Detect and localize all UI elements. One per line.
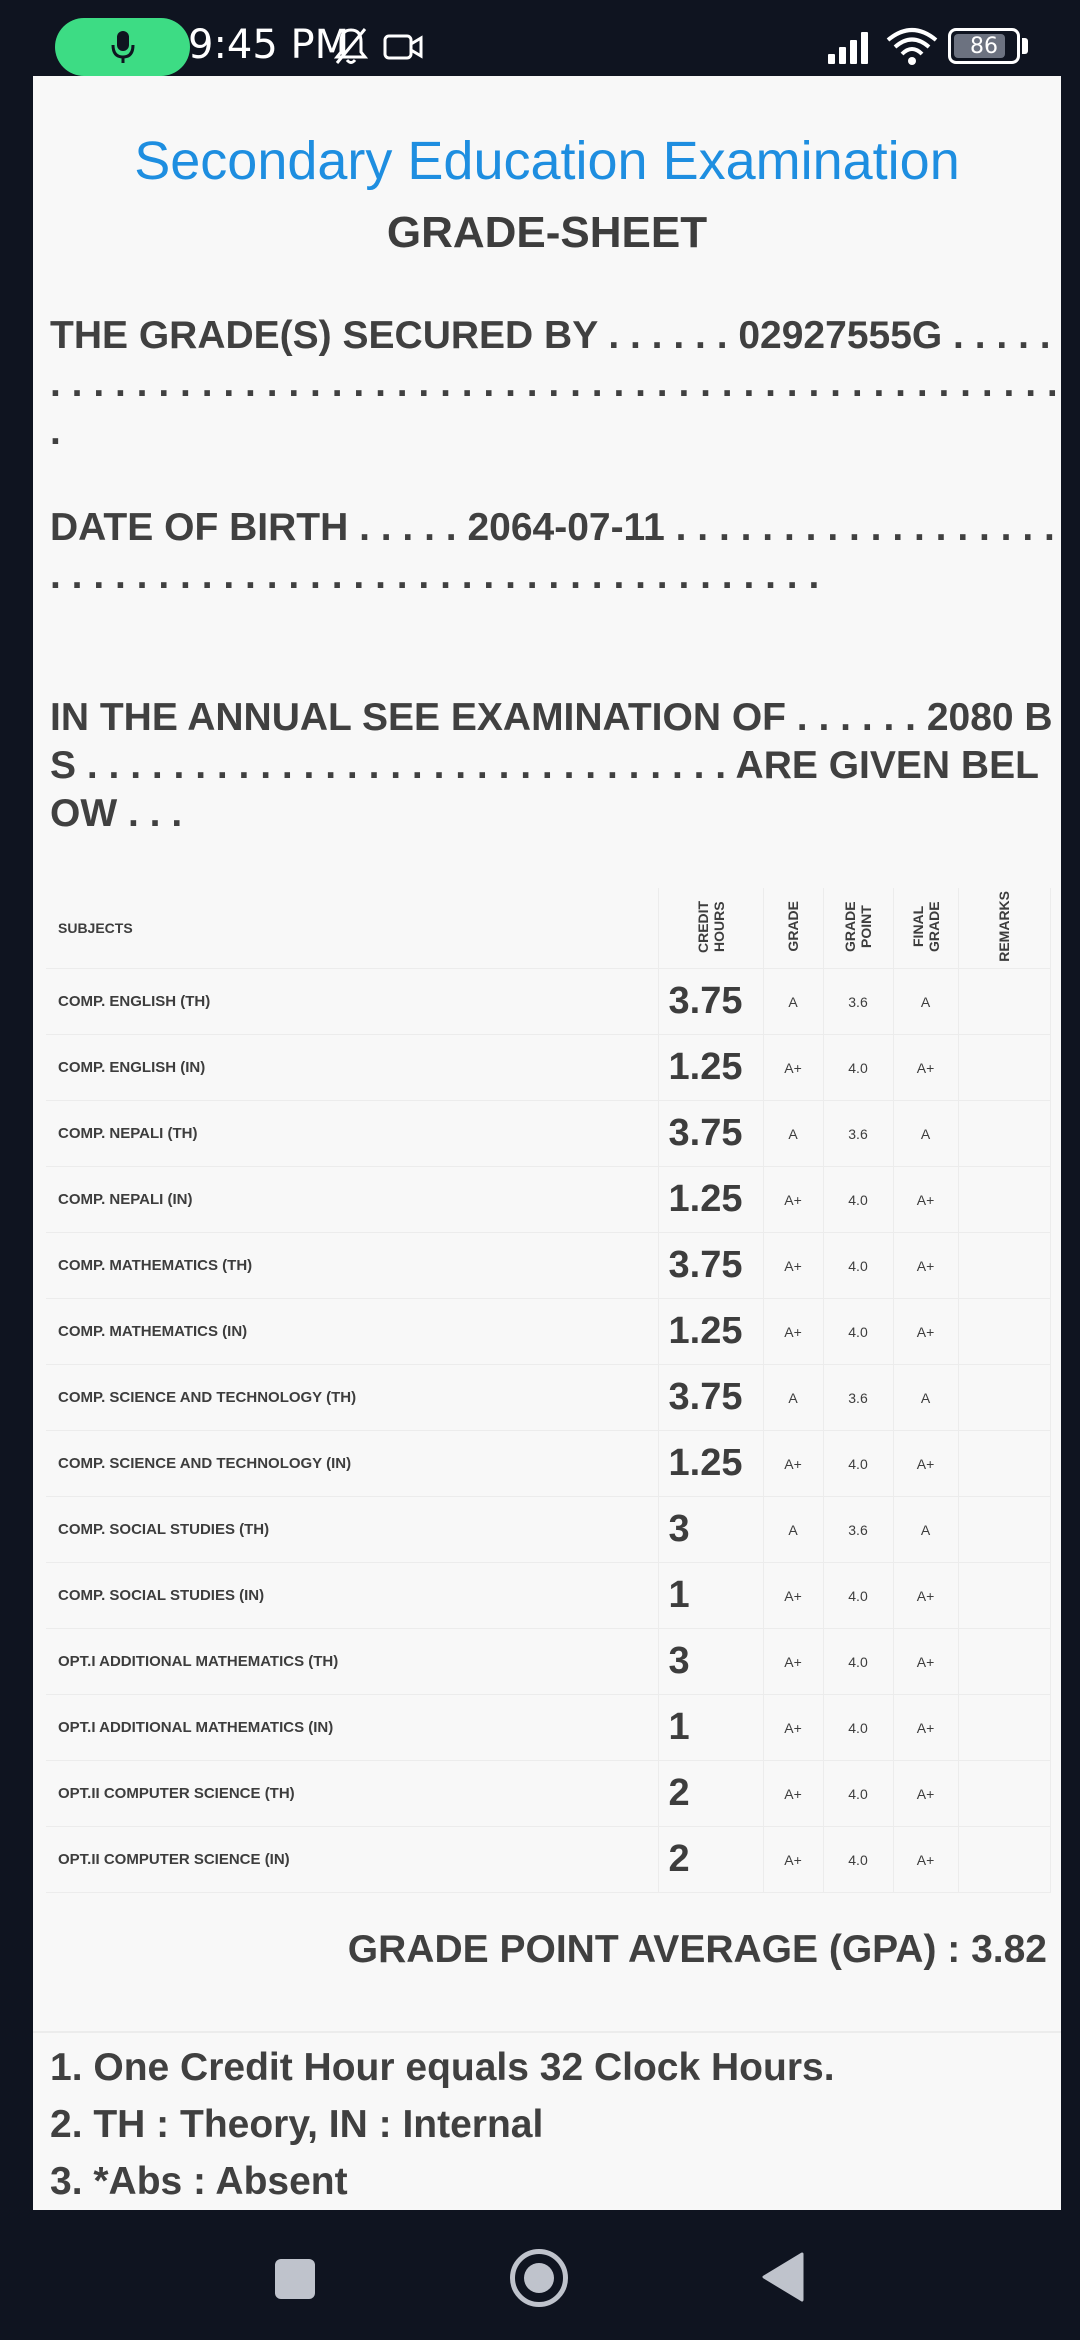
subject-cell: OPT.I ADDITIONAL MATHEMATICS (IN) [46, 1695, 658, 1761]
table-row [46, 1167, 1050, 1233]
camera-icon [383, 32, 423, 62]
note-item: 2. TH : Theory, IN : Internal [50, 2103, 544, 2146]
table-row [46, 1629, 1050, 1695]
remarks-cell [958, 1101, 1050, 1167]
grade-point-cell: 4.0 [823, 1035, 893, 1101]
grade-cell: A [763, 1101, 823, 1167]
final-grade-cell: A+ [893, 1827, 958, 1893]
signal-icon [826, 28, 876, 64]
header-grade-point: GRADE POINT [842, 901, 874, 952]
grade-cell: A+ [763, 1761, 823, 1827]
subject-cell: OPT.II COMPUTER SCIENCE (TH) [46, 1761, 658, 1827]
note-item: 1. One Credit Hour equals 32 Clock Hours. [50, 2046, 835, 2089]
remarks-cell [958, 1233, 1050, 1299]
grade-cell: A+ [763, 1563, 823, 1629]
credit-hours-cell: 3.75 [658, 969, 763, 1035]
remarks-cell [958, 1497, 1050, 1563]
grade-cell: A+ [763, 1431, 823, 1497]
clock: 9:45 PM [188, 22, 350, 68]
grade-sheet-page [33, 76, 1061, 2210]
final-grade-cell: A+ [893, 1233, 958, 1299]
remarks-cell [958, 969, 1050, 1035]
credit-hours-cell: 3.75 [658, 1365, 763, 1431]
grade-cell: A+ [763, 1629, 823, 1695]
grade-point-cell: 4.0 [823, 1695, 893, 1761]
grade-cell: A+ [763, 1299, 823, 1365]
subject-cell: COMP. ENGLISH (TH) [46, 969, 658, 1035]
table-row [46, 1497, 1050, 1563]
header-credit-hours: CREDIT HOURS [694, 900, 727, 953]
final-grade-cell: A+ [893, 1761, 958, 1827]
credit-hours-cell: 3.75 [658, 1101, 763, 1167]
header-grade: GRADE [785, 901, 801, 952]
final-grade-cell: A [893, 1365, 958, 1431]
final-grade-cell: A+ [893, 1035, 958, 1101]
back-icon[interactable] [762, 2252, 804, 2302]
grade-point-cell: 4.0 [823, 1761, 893, 1827]
final-grade-cell: A [893, 1497, 958, 1563]
remarks-cell [958, 1167, 1050, 1233]
remarks-cell [958, 1629, 1050, 1695]
table-row [46, 1431, 1050, 1497]
table-header-row [46, 888, 1050, 969]
table-row [46, 969, 1050, 1035]
grade-point-cell: 3.6 [823, 1497, 893, 1563]
subject-cell: OPT.II COMPUTER SCIENCE (IN) [46, 1827, 658, 1893]
table-row [46, 1695, 1050, 1761]
grade-point-cell: 4.0 [823, 1299, 893, 1365]
grade-point-cell: 3.6 [823, 1101, 893, 1167]
grade-point-cell: 4.0 [823, 1629, 893, 1695]
credit-hours-cell: 1 [658, 1563, 763, 1629]
grade-point-cell: 4.0 [823, 1431, 893, 1497]
grade-point-cell: 4.0 [823, 1827, 893, 1893]
grade-cell: A [763, 1365, 823, 1431]
final-grade-cell: A+ [893, 1431, 958, 1497]
table-row [46, 1761, 1050, 1827]
subject-cell: COMP. MATHEMATICS (TH) [46, 1233, 658, 1299]
credit-hours-cell: 1 [658, 1695, 763, 1761]
credit-hours-cell: 1.25 [658, 1167, 763, 1233]
credit-hours-cell: 1.25 [658, 1035, 763, 1101]
remarks-cell [958, 1431, 1050, 1497]
remarks-cell [958, 1299, 1050, 1365]
table-row [46, 1827, 1050, 1893]
remarks-cell [958, 1365, 1050, 1431]
final-grade-cell: A [893, 969, 958, 1035]
final-grade-cell: A [893, 1101, 958, 1167]
mic-icon [108, 29, 138, 65]
grade-point-cell: 4.0 [823, 1167, 893, 1233]
final-grade-cell: A+ [893, 1629, 958, 1695]
credit-hours-cell: 3 [658, 1629, 763, 1695]
subject-cell: COMP. SOCIAL STUDIES (TH) [46, 1497, 658, 1563]
final-grade-cell: A+ [893, 1695, 958, 1761]
recents-icon[interactable] [275, 2259, 315, 2299]
navigation-bar [0, 2210, 1080, 2340]
wifi-icon [886, 26, 938, 66]
subject-cell: COMP. SCIENCE AND TECHNOLOGY (IN) [46, 1431, 658, 1497]
grade-cell: A+ [763, 1035, 823, 1101]
battery-level: 86 [970, 33, 998, 59]
bell-off-icon [333, 26, 369, 66]
remarks-cell [958, 1761, 1050, 1827]
page-title: Secondary Education Examination [134, 131, 960, 191]
credit-hours-cell: 2 [658, 1827, 763, 1893]
table-row [46, 1101, 1050, 1167]
header-final-grade: FINAL GRADE [909, 901, 942, 952]
page-subtitle: GRADE-SHEET [386, 208, 708, 257]
grade-point-cell: 4.0 [823, 1563, 893, 1629]
remarks-cell [958, 1695, 1050, 1761]
table-row [46, 1233, 1050, 1299]
exam-text: IN THE ANNUAL SEE EXAMINATION OF . . . . . . 2080 BS . . . . . . . . . . . . . . . . . . . . . . . . . . . . . . ARE GIVEN BELOW . . . [50, 696, 1053, 835]
remarks-cell [958, 1827, 1050, 1893]
subject-cell: COMP. SCIENCE AND TECHNOLOGY (TH) [46, 1365, 658, 1431]
header-subjects: SUBJECTS [46, 888, 658, 969]
note-item: 3. *Abs : Absent [50, 2160, 348, 2203]
grade-cell: A+ [763, 1695, 823, 1761]
table-row [46, 1365, 1050, 1431]
grade-cell: A+ [763, 1167, 823, 1233]
dob-text: DATE OF BIRTH . . . . . 2064-07-11 . . . . . . . . . . . . . . . . . . . . . . . . . . . . . . . . . . . . . . . . . . . . . . . . . . . . . . [50, 506, 1055, 597]
table-row [46, 1563, 1050, 1629]
grade-cell: A [763, 969, 823, 1035]
grade-point-cell: 4.0 [823, 1233, 893, 1299]
secured-by-text: THE GRADE(S) SECURED BY . . . . . . 02927555G . . . . . . . . . . . . . . . . . . . . . . . . . . . . . . . . . . . . . . . . . . . . . . . . . . . . . [50, 314, 1058, 453]
mic-indicator[interactable] [55, 18, 190, 76]
grade-cell: A [763, 1497, 823, 1563]
status-bar [0, 0, 1080, 76]
remarks-cell [958, 1563, 1050, 1629]
credit-hours-cell: 1.25 [658, 1299, 763, 1365]
grade-cell: A+ [763, 1827, 823, 1893]
table-row [46, 1299, 1050, 1365]
credit-hours-cell: 1.25 [658, 1431, 763, 1497]
grades-table [46, 888, 1051, 1893]
credit-hours-cell: 3 [658, 1497, 763, 1563]
subject-cell: COMP. NEPALI (IN) [46, 1167, 658, 1233]
credit-hours-cell: 3.75 [658, 1233, 763, 1299]
home-icon[interactable] [510, 2249, 568, 2307]
remarks-cell [958, 1035, 1050, 1101]
subject-cell: COMP. MATHEMATICS (IN) [46, 1299, 658, 1365]
battery-icon [948, 28, 1020, 64]
final-grade-cell: A+ [893, 1563, 958, 1629]
subject-cell: COMP. SOCIAL STUDIES (IN) [46, 1563, 658, 1629]
divider [33, 2031, 1061, 2033]
subject-cell: OPT.I ADDITIONAL MATHEMATICS (TH) [46, 1629, 658, 1695]
grade-point-cell: 3.6 [823, 969, 893, 1035]
grade-point-cell: 3.6 [823, 1365, 893, 1431]
final-grade-cell: A+ [893, 1167, 958, 1233]
header-remarks: REMARKS [996, 891, 1012, 962]
subject-cell: COMP. ENGLISH (IN) [46, 1035, 658, 1101]
table-row [46, 1035, 1050, 1101]
credit-hours-cell: 2 [658, 1761, 763, 1827]
grade-cell: A+ [763, 1233, 823, 1299]
gpa-text: GRADE POINT AVERAGE (GPA) : 3.82 [347, 1928, 1047, 1971]
final-grade-cell: A+ [893, 1299, 958, 1365]
subject-cell: COMP. NEPALI (TH) [46, 1101, 658, 1167]
